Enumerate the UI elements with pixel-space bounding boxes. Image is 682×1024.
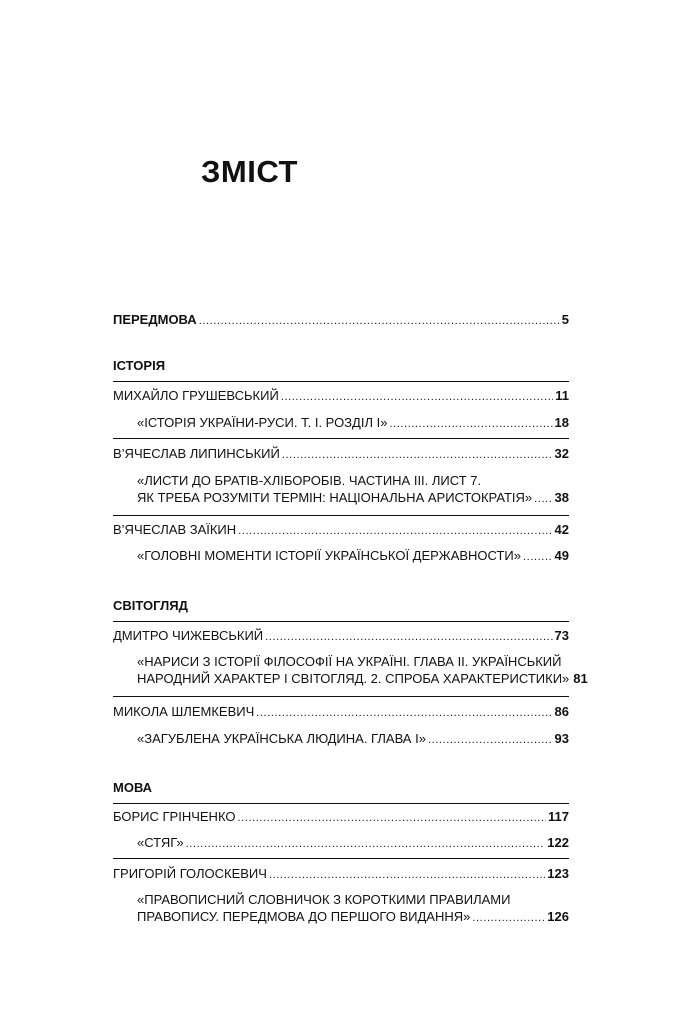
- section-heading: МОВА: [113, 780, 153, 795]
- work-title: «ГОЛОВНІ МОМЕНТИ ІСТОРІЇ УКРАЇНСЬКОЇ ДЕРЖАВНОСТИ»: [137, 548, 522, 563]
- leader-dots: [472, 908, 545, 925]
- leader-dots: [256, 703, 552, 720]
- page-number: 18: [554, 415, 569, 430]
- author-divider: [113, 696, 569, 697]
- section-divider: [113, 803, 569, 804]
- page-number: 93: [554, 731, 569, 746]
- work-title-line2: ЯК ТРЕБА РОЗУМІТИ ТЕРМІН: НАЦІОНАЛЬНА АРИСТОКРАТІЯ»: [137, 490, 533, 505]
- leader-dots: [281, 387, 553, 404]
- toc-entry-work[interactable]: [113, 891, 569, 925]
- page-title: ЗМІСТ: [201, 154, 298, 189]
- work-title-line2-row: [113, 670, 588, 687]
- leader-dots: [199, 311, 560, 328]
- section-divider: [113, 621, 569, 622]
- author-name: МИХАЙЛО ГРУШЕВСЬКИЙ: [113, 388, 279, 403]
- leader-dots: [265, 627, 552, 644]
- work-title-line1: «НАРИСИ З ІСТОРІЇ ФІЛОСОФІЇ НА УКРАЇНІ. ГЛАВА ІІ. УКРАЇНСЬКИЙ: [137, 654, 562, 669]
- entry-label: ПЕРЕДМОВА: [113, 312, 197, 327]
- page-number: 11: [555, 388, 569, 403]
- toc-entry-work[interactable]: [113, 414, 569, 431]
- leader-dots: [523, 547, 553, 564]
- leader-dots: [186, 834, 546, 851]
- toc-entry-foreword[interactable]: [113, 311, 569, 328]
- leader-dots: [428, 730, 553, 747]
- leader-dots: [237, 808, 546, 825]
- author-name: ГРИГОРІЙ ГОЛОСКЕВИЧ: [113, 866, 267, 881]
- toc-entry-author[interactable]: [113, 521, 569, 538]
- work-title-line2-row: [113, 489, 569, 506]
- toc-entry-work[interactable]: [113, 472, 569, 506]
- toc-entry-work[interactable]: [113, 834, 569, 851]
- toc-entry-author[interactable]: [113, 865, 569, 882]
- page-number: 38: [554, 490, 569, 505]
- author-name: В’ЯЧЕСЛАВ ЛИПИНСЬКИЙ: [113, 446, 280, 461]
- page-number: 86: [554, 704, 569, 719]
- toc-entry-author[interactable]: [113, 627, 569, 644]
- toc-entry-author[interactable]: [113, 808, 569, 825]
- toc-entry-work[interactable]: [113, 730, 569, 747]
- work-title-line2-row: [113, 908, 569, 925]
- author-name: В’ЯЧЕСЛАВ ЗАЇКИН: [113, 522, 237, 537]
- page-number: 117: [548, 809, 569, 824]
- work-title: «ЗАГУБЛЕНА УКРАЇНСЬКА ЛЮДИНА. ГЛАВА І»: [137, 731, 426, 746]
- work-title: «ІСТОРІЯ УКРАЇНИ-РУСИ. Т. І. РОЗДІЛ І»: [137, 415, 388, 430]
- author-name: БОРИС ГРІНЧЕНКО: [113, 809, 236, 824]
- page-number: 49: [554, 548, 569, 563]
- page-number: 73: [554, 628, 569, 643]
- section-divider: [113, 381, 569, 382]
- toc-entry-work[interactable]: [113, 547, 569, 564]
- page-number: 122: [547, 835, 569, 850]
- author-name: ДМИТРО ЧИЖЕВСЬКИЙ: [113, 628, 264, 643]
- section-heading: СВІТОГЛЯД: [113, 598, 188, 613]
- page-number: 32: [554, 446, 569, 461]
- work-title: «СТЯГ»: [137, 835, 184, 850]
- author-name: МИКОЛА ШЛЕМКЕВИЧ: [113, 704, 255, 719]
- page-number: 42: [554, 522, 569, 537]
- page-number: 126: [547, 909, 569, 924]
- author-divider: [113, 438, 569, 439]
- page-number: 123: [547, 866, 569, 881]
- leader-dots: [238, 521, 552, 538]
- leader-dots: [389, 414, 552, 431]
- toc-entry-author[interactable]: [113, 703, 569, 720]
- work-title-line1: «ПРАВОПИСНИЙ СЛОВНИЧОК З КОРОТКИМИ ПРАВИЛАМИ: [137, 892, 511, 907]
- author-divider: [113, 515, 569, 516]
- toc-entry-work[interactable]: [113, 653, 588, 687]
- leader-dots: [269, 865, 545, 882]
- work-title-line1: «ЛИСТИ ДО БРАТІВ-ХЛІБОРОБІВ. ЧАСТИНА ІІІ. ЛИСТ 7.: [137, 473, 482, 488]
- work-title-line2: НАРОДНИЙ ХАРАКТЕР І СВІТОГЛЯД. 2. СПРОБА ХАРАКТЕРИСТИКИ»: [137, 671, 570, 686]
- author-divider: [113, 858, 569, 859]
- page-number: 5: [561, 312, 569, 327]
- page-number: 81: [573, 671, 588, 686]
- toc-entry-author[interactable]: [113, 387, 569, 404]
- section-heading: ІСТОРІЯ: [113, 358, 166, 373]
- work-title-line2: ПРАВОПИСУ. ПЕРЕДМОВА ДО ПЕРШОГО ВИДАННЯ»: [137, 909, 471, 924]
- toc-entry-author[interactable]: [113, 445, 569, 462]
- leader-dots: [534, 489, 552, 506]
- leader-dots: [282, 445, 553, 462]
